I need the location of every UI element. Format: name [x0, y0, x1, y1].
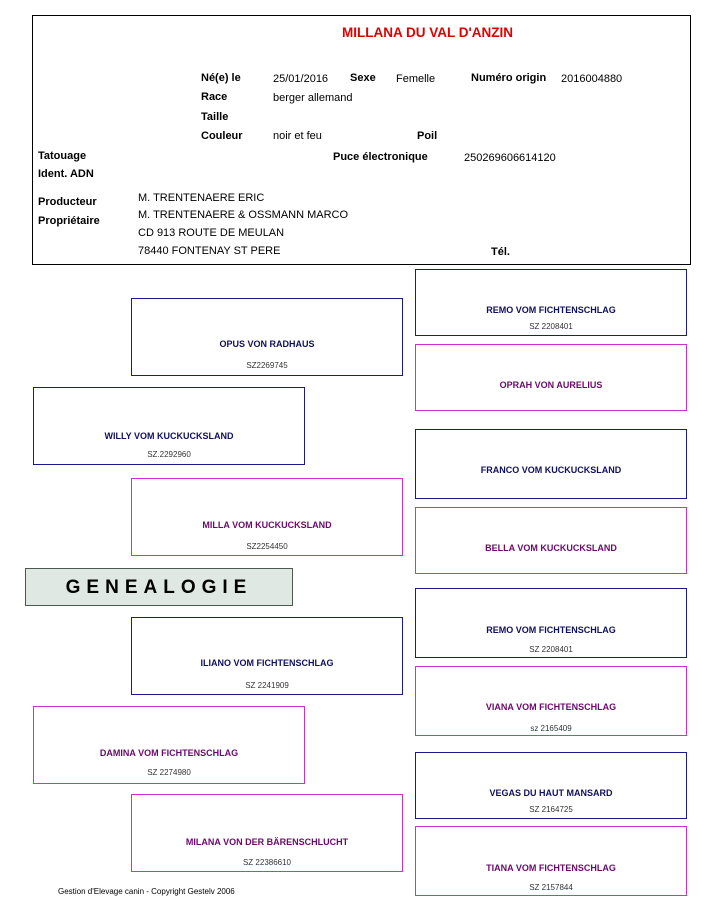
pedigree-sire-sire[interactable] [131, 298, 403, 376]
coat-label: Poil [417, 130, 438, 142]
dog-info-panel [32, 15, 691, 265]
dog-name: MILANA VON DER BÄRENSCHLUCHT [185, 837, 349, 847]
born-value: 25/01/2016 [273, 73, 329, 85]
dog-name: ILIANO VOM FICHTENSCHLAG [200, 658, 334, 668]
dog-name: TIANA VOM FICHTENSCHLAG [486, 863, 616, 873]
genealogie-heading: GENEALOGIE [25, 568, 293, 606]
breeder-value: M. TRENTENAERE ERIC [138, 192, 265, 204]
pedigree-ggp-6[interactable] [415, 666, 687, 736]
dog-name: OPRAH VON AURELIUS [499, 380, 603, 390]
dog-registration: sz 2165409 [530, 724, 572, 733]
dog-registration: SZ 2164725 [529, 805, 573, 814]
dog-registration: SZ2254450 [246, 542, 288, 551]
dog-name: MILLA VOM KUCKUCKSLAND [202, 520, 332, 530]
sex-value: Femelle [396, 73, 436, 85]
pedigree-ggp-8[interactable] [415, 826, 687, 896]
origin-label: Numéro origin [471, 72, 547, 84]
pedigree-ggp-2[interactable] [415, 344, 687, 411]
pedigree-dam-dam[interactable] [131, 794, 403, 872]
sex-label: Sexe [350, 72, 376, 84]
pedigree-ggp-4[interactable] [415, 507, 687, 574]
size-label: Taille [201, 111, 229, 123]
footer-copyright: Gestion d'Elevage canin - Copyright Gestelv 2006 [58, 887, 235, 896]
dog-name: DAMINA VOM FICHTENSCHLAG [99, 748, 239, 758]
dog-registration: SZ 2274980 [147, 768, 191, 777]
chip-label: Puce électronique [333, 151, 428, 163]
dog-registration: SZ.2292960 [147, 450, 191, 459]
chip-value: 250269606614120 [464, 152, 556, 164]
breed-value: berger allemand [273, 92, 353, 104]
pedigree-ggp-3[interactable] [415, 429, 687, 499]
address-line2: 78440 FONTENAY ST PERE [138, 245, 281, 257]
dog-name: BELLA VOM KUCKUCKSLAND [485, 543, 617, 553]
owner-label: Propriétaire [38, 215, 100, 227]
dog-name: WILLY VOM KUCKUCKSLAND [104, 431, 234, 441]
pedigree-dam[interactable] [33, 706, 305, 784]
dna-label: Ident. ADN [38, 168, 94, 180]
breed-label: Race [201, 91, 228, 103]
phone-label: Tél. [491, 246, 510, 258]
pedigree-ggp-1[interactable] [415, 269, 687, 336]
born-label: Né(e) le [201, 72, 241, 84]
pedigree-dam-sire[interactable] [131, 617, 403, 695]
color-value: noir et feu [273, 130, 322, 142]
tattoo-label: Tatouage [38, 150, 87, 162]
dog-name: OPUS VON RADHAUS [219, 339, 315, 349]
color-label: Couleur [201, 130, 243, 142]
dog-registration: SZ 22386610 [242, 858, 292, 867]
address-line1: CD 913 ROUTE DE MEULAN [138, 227, 285, 239]
pedigree-ggp-5[interactable] [415, 588, 687, 658]
dog-name-title: MILLANA DU VAL D'ANZIN [342, 25, 513, 40]
dog-registration: SZ 2241909 [245, 681, 289, 690]
dog-name: REMO VOM FICHTENSCHLAG [486, 305, 616, 315]
dog-registration: SZ 2157844 [529, 883, 573, 892]
dog-name: VEGAS DU HAUT MANSARD [489, 788, 613, 798]
pedigree-sire-dam[interactable] [131, 478, 403, 556]
dog-registration: SZ 2208401 [529, 322, 573, 331]
dog-name: REMO VOM FICHTENSCHLAG [486, 625, 616, 635]
dog-registration: SZ 2208401 [529, 645, 573, 654]
dog-name: VIANA VOM FICHTENSCHLAG [485, 702, 617, 712]
origin-value: 2016004880 [561, 73, 623, 85]
pedigree-sire[interactable] [33, 387, 305, 465]
dog-name: FRANCO VOM KUCKUCKSLAND [480, 465, 622, 475]
pedigree-ggp-7[interactable] [415, 752, 687, 819]
dog-registration: SZ2269745 [246, 361, 288, 370]
owner-value: M. TRENTENAERE & OSSMANN MARCO [138, 209, 349, 221]
breeder-label: Producteur [38, 196, 97, 208]
